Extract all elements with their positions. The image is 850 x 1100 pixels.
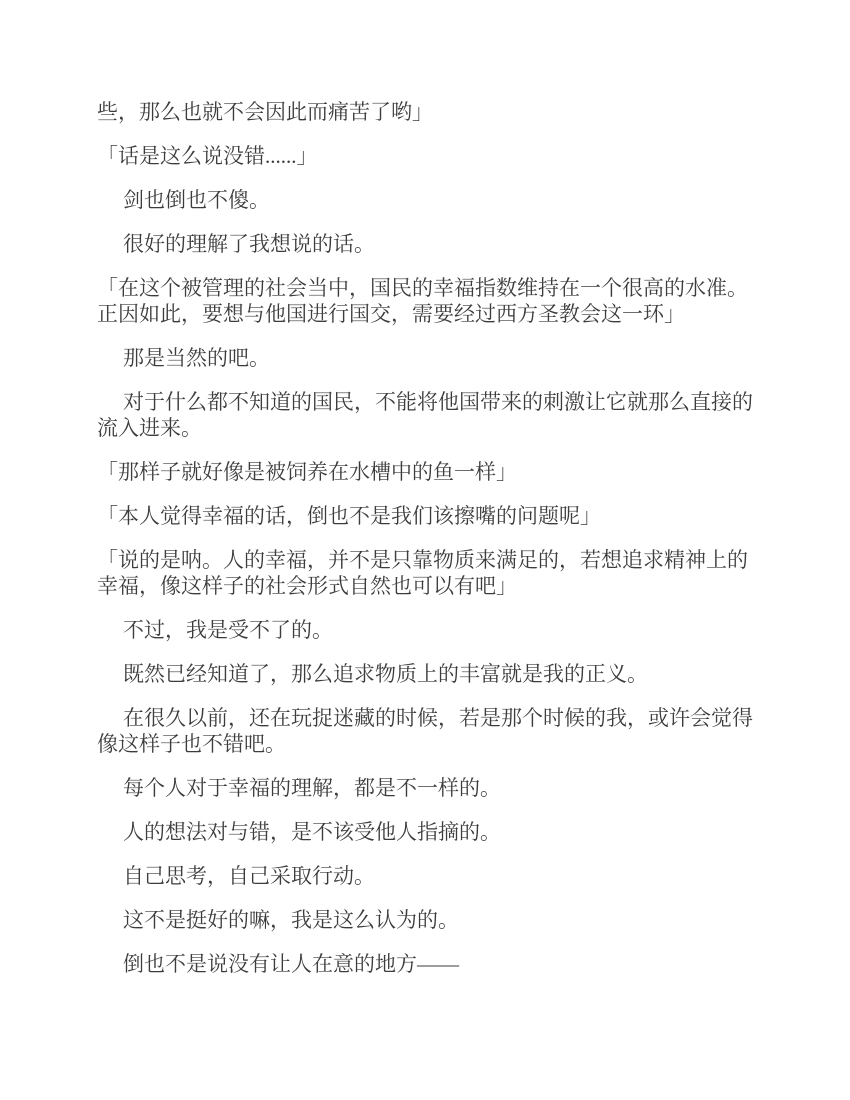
- paragraph-narration: [97, 705, 777, 757]
- text-line: 「本人觉得幸福的话，倒也不是我们该擦嘴的问题呢」: [97, 504, 601, 528]
- paragraph-narration: [97, 951, 777, 977]
- text-line: 每个人对于幸福的理解，都是不一样的。: [123, 776, 501, 800]
- paragraph-dialogue: [97, 143, 777, 169]
- text-line: 「说的是呐。人的幸福，并不是只靠物质来满足的，若想追求精神上的: [97, 548, 748, 572]
- text-line: 自己思考，自己采取行动。: [123, 864, 375, 888]
- paragraph: [97, 99, 777, 125]
- text-line: 不过，我是受不了的。: [123, 618, 333, 642]
- paragraph-narration: [97, 661, 777, 687]
- text-line: 那是当然的吧。: [123, 346, 270, 370]
- paragraph-narration: [97, 345, 777, 371]
- novel-text-block: [97, 99, 777, 995]
- paragraph-dialogue: [97, 503, 777, 529]
- paragraph-narration: [97, 187, 777, 213]
- paragraph-narration: [97, 819, 777, 845]
- paragraph-narration: [97, 907, 777, 933]
- text-line: 这不是挺好的嘛，我是这么认为的。: [123, 908, 459, 932]
- text-line: 在很久以前，还在玩捉迷藏的时候，若是那个时候的我，或许会觉得: [123, 706, 753, 730]
- paragraph-narration: [97, 231, 777, 257]
- text-line: 「那样子就好像是被饲养在水槽中的鱼一样」: [97, 460, 517, 484]
- text-line: 像这样子也不错吧。: [97, 732, 286, 756]
- text-line: 幸福，像这样子的社会形式自然也可以有吧」: [97, 574, 517, 598]
- text-line: 些，那么也就不会因此而痛苦了哟」: [97, 100, 433, 124]
- paragraph-narration: [97, 863, 777, 889]
- paragraph-dialogue: [97, 275, 777, 327]
- text-line: 正因如此，要想与他国进行国交，需要经过西方圣教会这一环」: [97, 302, 685, 326]
- paragraph-narration: [97, 389, 777, 441]
- paragraph-narration: [97, 775, 777, 801]
- paragraph-dialogue: [97, 459, 777, 485]
- paragraph-narration: [97, 617, 777, 643]
- text-line: 剑也倒也不傻。: [123, 188, 270, 212]
- text-line: 流入进来。: [97, 416, 202, 440]
- text-line: 「话是这么说没错......」: [97, 144, 318, 168]
- text-line: 既然已经知道了，那么追求物质上的丰富就是我的正义。: [123, 662, 648, 686]
- text-line: 倒也不是说没有让人在意的地方——: [123, 952, 459, 976]
- text-line: 对于什么都不知道的国民，不能将他国带来的刺激让它就那么直接的: [123, 390, 753, 414]
- text-line: 「在这个被管理的社会当中，国民的幸福指数维持在一个很高的水准。: [97, 276, 748, 300]
- text-line: 人的想法对与错，是不该受他人指摘的。: [123, 820, 501, 844]
- text-line: 很好的理解了我想说的话。: [123, 232, 375, 256]
- paragraph-dialogue: [97, 547, 777, 599]
